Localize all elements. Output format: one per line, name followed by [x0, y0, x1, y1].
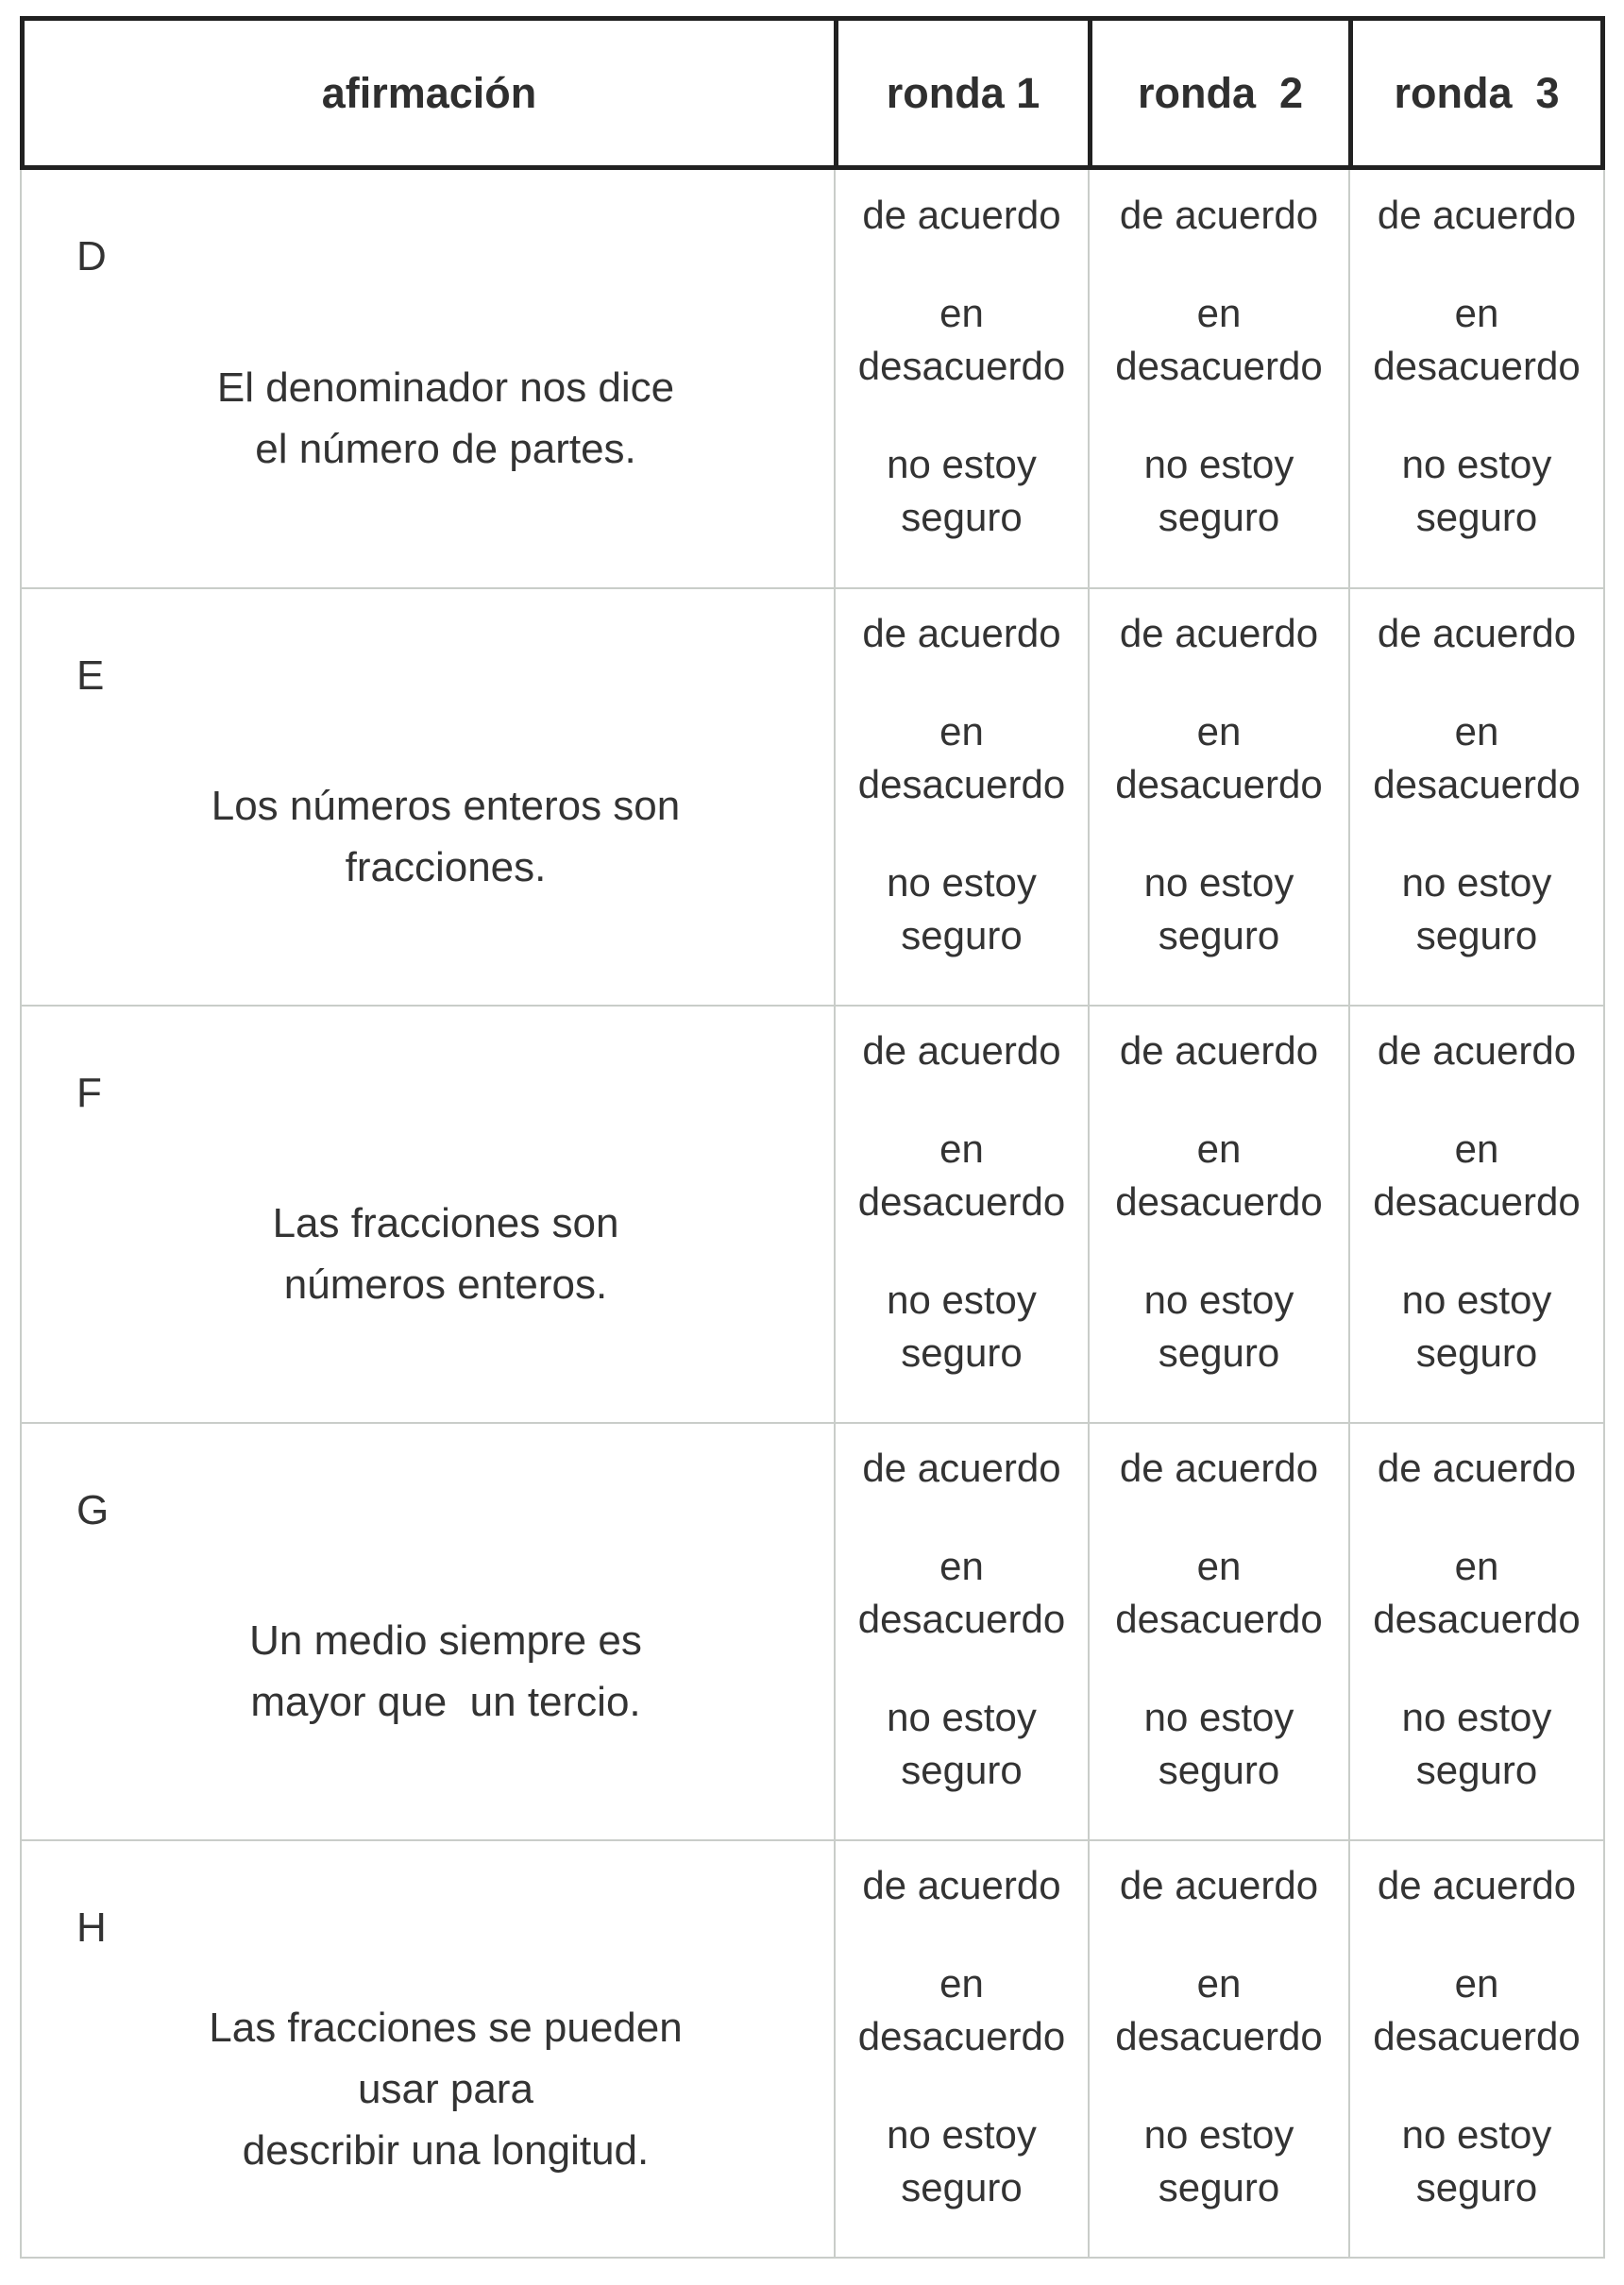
option-line: de acuerdo	[1377, 1446, 1577, 1490]
option-line: no estoy	[887, 2112, 1037, 2157]
option-agree	[862, 189, 1060, 242]
statement-line: Las fracciones se pueden	[209, 2004, 683, 2051]
option-unsure	[1144, 856, 1294, 962]
option-line: de acuerdo	[1119, 193, 1319, 237]
option-line: en	[1196, 709, 1242, 753]
statement-cell-h	[22, 1841, 834, 2257]
option-line: desacuerdo	[1373, 762, 1581, 806]
statement-cell-d	[22, 170, 834, 587]
option-agree	[1378, 1442, 1576, 1495]
statement-text-f	[76, 1120, 815, 1388]
ronda2-cell-h	[1088, 1841, 1348, 2257]
option-line: de acuerdo	[862, 1446, 1061, 1490]
option-agree	[1378, 1859, 1576, 1912]
option-line: de acuerdo	[862, 1028, 1061, 1073]
option-disagree	[858, 1957, 1066, 2063]
option-disagree	[1373, 705, 1581, 811]
statement-line: Las fracciones son	[272, 1200, 619, 1246]
option-agree	[1120, 1859, 1318, 1912]
statement-line: fracciones.	[345, 844, 547, 890]
option-line: desacuerdo	[1115, 344, 1323, 388]
option-line: en	[1454, 1126, 1499, 1171]
ronda3-cell-e	[1348, 589, 1603, 1005]
ronda1-cell-f	[834, 1007, 1088, 1422]
option-agree	[862, 1442, 1060, 1495]
option-line: no estoy	[1143, 1695, 1294, 1739]
header-ronda-3: ronda 3	[1348, 21, 1600, 165]
option-agree	[1378, 607, 1576, 660]
option-line: no estoy	[1401, 1278, 1552, 1322]
table-row-f	[22, 1005, 1603, 1422]
row-letter-e: E	[76, 652, 105, 699]
option-line: seguro	[901, 1330, 1023, 1375]
statement-line: El denominador nos dice	[216, 364, 675, 411]
option-line: desacuerdo	[1373, 2014, 1581, 2058]
option-unsure	[1144, 438, 1294, 544]
row-letter-h: H	[76, 1904, 107, 1951]
option-disagree	[858, 705, 1066, 811]
option-agree	[1120, 1442, 1318, 1495]
ronda1-cell-e	[834, 589, 1088, 1005]
option-line: de acuerdo	[1119, 611, 1319, 655]
option-disagree	[1115, 1123, 1323, 1228]
option-line: seguro	[901, 2165, 1023, 2209]
option-line: desacuerdo	[857, 344, 1066, 388]
option-line: seguro	[1158, 1748, 1280, 1792]
option-line: desacuerdo	[857, 2014, 1066, 2058]
option-line: en	[939, 1961, 984, 2006]
option-disagree	[1373, 1540, 1581, 1646]
option-disagree	[858, 1123, 1066, 1228]
option-line: de acuerdo	[1119, 1863, 1319, 1907]
statement-cell-f	[22, 1007, 834, 1422]
statement-line: Los números enteros son	[211, 783, 681, 829]
option-line: desacuerdo	[1115, 2014, 1323, 2058]
option-line: no estoy	[1143, 2112, 1294, 2157]
header-ronda-2: ronda 2	[1088, 21, 1348, 165]
option-line: desacuerdo	[1115, 762, 1323, 806]
option-agree	[1120, 607, 1318, 660]
option-line: no estoy	[1401, 860, 1552, 905]
statement-line: mayor que un tercio.	[250, 1679, 641, 1725]
option-line: de acuerdo	[1377, 1863, 1577, 1907]
option-line: de acuerdo	[862, 1863, 1061, 1907]
option-line: en	[1196, 291, 1242, 335]
ronda3-cell-g	[1348, 1424, 1603, 1839]
option-line: seguro	[1415, 495, 1538, 539]
option-unsure	[1144, 1274, 1294, 1379]
header-ronda-1: ronda 1	[834, 21, 1088, 165]
statement-text-h	[76, 1955, 815, 2223]
ronda3-cell-d	[1348, 170, 1603, 587]
option-line: desacuerdo	[857, 762, 1066, 806]
ronda1-cell-g	[834, 1424, 1088, 1839]
option-agree	[1120, 1024, 1318, 1077]
option-line: de acuerdo	[1119, 1028, 1319, 1073]
option-line: en	[939, 1126, 984, 1171]
ronda3-cell-f	[1348, 1007, 1603, 1422]
option-line: no estoy	[1143, 442, 1294, 486]
option-line: seguro	[1415, 2165, 1538, 2209]
option-line: desacuerdo	[1373, 344, 1581, 388]
ronda2-cell-d	[1088, 170, 1348, 587]
agreement-table	[20, 16, 1605, 2259]
ronda1-cell-h	[834, 1841, 1088, 2257]
option-line: desacuerdo	[1373, 1179, 1581, 1224]
table-row-h	[22, 1839, 1603, 2257]
option-line: seguro	[1415, 913, 1538, 957]
option-agree	[862, 1859, 1060, 1912]
option-line: en	[1454, 709, 1499, 753]
option-line: desacuerdo	[1115, 1597, 1323, 1641]
option-line: desacuerdo	[1115, 1179, 1323, 1224]
option-disagree	[1115, 1957, 1323, 2063]
option-line: seguro	[1158, 1330, 1280, 1375]
ronda2-cell-e	[1088, 589, 1348, 1005]
option-agree	[862, 607, 1060, 660]
option-unsure	[887, 856, 1037, 962]
option-line: de acuerdo	[1377, 611, 1577, 655]
option-line: seguro	[1158, 913, 1280, 957]
option-unsure	[1144, 2108, 1294, 2214]
statement-line: Un medio siempre es	[249, 1617, 642, 1664]
option-line: en	[939, 291, 984, 335]
option-line: de acuerdo	[862, 611, 1061, 655]
option-unsure	[1402, 438, 1552, 544]
option-unsure	[887, 2108, 1037, 2214]
option-line: no estoy	[1401, 2112, 1552, 2157]
table-header-row	[20, 16, 1605, 170]
option-disagree	[1115, 287, 1323, 393]
option-unsure	[1144, 1691, 1294, 1797]
statement-cell-g	[22, 1424, 834, 1839]
statement-text-d	[76, 283, 815, 553]
option-line: en	[1454, 291, 1499, 335]
row-letter-g: G	[76, 1487, 110, 1533]
option-disagree	[1373, 287, 1581, 393]
option-line: en	[1196, 1126, 1242, 1171]
option-line: en	[1454, 1961, 1499, 2006]
option-agree	[1120, 189, 1318, 242]
option-line: desacuerdo	[1373, 1597, 1581, 1641]
header-afirmacion: afirmación	[321, 68, 537, 117]
row-letter-d: D	[76, 233, 107, 279]
option-line: desacuerdo	[857, 1179, 1066, 1224]
option-disagree	[1115, 1540, 1323, 1646]
option-unsure	[887, 1274, 1037, 1379]
option-agree	[1378, 1024, 1576, 1077]
option-line: en	[1196, 1961, 1242, 2006]
option-agree	[862, 1024, 1060, 1077]
option-line: de acuerdo	[862, 193, 1061, 237]
option-line: no estoy	[1143, 860, 1294, 905]
option-unsure	[1402, 1691, 1552, 1797]
ronda1-cell-d	[834, 170, 1088, 587]
ronda2-cell-g	[1088, 1424, 1348, 1839]
option-line: desacuerdo	[857, 1597, 1066, 1641]
option-line: no estoy	[1401, 1695, 1552, 1739]
ronda3-cell-h	[1348, 1841, 1603, 2257]
option-line: no estoy	[887, 860, 1037, 905]
option-unsure	[887, 1691, 1037, 1797]
table-body	[20, 170, 1605, 2259]
option-line: de acuerdo	[1119, 1446, 1319, 1490]
statement-line: el número de partes.	[255, 426, 636, 472]
option-disagree	[1115, 705, 1323, 811]
option-line: en	[1196, 1544, 1242, 1588]
table-row-g	[22, 1422, 1603, 1839]
option-line: no estoy	[887, 1278, 1037, 1322]
option-line: no estoy	[887, 1695, 1037, 1739]
ronda2-cell-f	[1088, 1007, 1348, 1422]
option-line: no estoy	[1143, 1278, 1294, 1322]
statement-text-g	[76, 1537, 815, 1805]
option-unsure	[1402, 2108, 1552, 2214]
option-line: de acuerdo	[1377, 1028, 1577, 1073]
option-unsure	[887, 438, 1037, 544]
option-disagree	[1373, 1957, 1581, 2063]
option-unsure	[1402, 1274, 1552, 1379]
option-line: seguro	[1158, 495, 1280, 539]
option-line: en	[939, 709, 984, 753]
option-line: en	[939, 1544, 984, 1588]
option-line: de acuerdo	[1377, 193, 1577, 237]
option-line: seguro	[1415, 1748, 1538, 1792]
option-unsure	[1402, 856, 1552, 962]
option-line: seguro	[1415, 1330, 1538, 1375]
option-line: seguro	[1158, 2165, 1280, 2209]
option-line: no estoy	[887, 442, 1037, 486]
table-row-d	[22, 170, 1603, 587]
option-line: en	[1454, 1544, 1499, 1588]
table-row-e	[22, 587, 1603, 1005]
option-line: seguro	[901, 913, 1023, 957]
statement-line: usar para	[358, 2065, 533, 2112]
option-line: no estoy	[1401, 442, 1552, 486]
option-agree	[1378, 189, 1576, 242]
option-disagree	[858, 1540, 1066, 1646]
statement-cell-e	[22, 589, 834, 1005]
option-disagree	[1373, 1123, 1581, 1228]
option-line: seguro	[901, 1748, 1023, 1792]
statement-line: números enteros.	[283, 1261, 608, 1308]
statement-line: describir una longitud.	[242, 2126, 650, 2174]
option-line: seguro	[901, 495, 1023, 539]
row-letter-f: F	[76, 1070, 102, 1116]
option-disagree	[858, 287, 1066, 393]
statement-text-e	[76, 702, 815, 971]
